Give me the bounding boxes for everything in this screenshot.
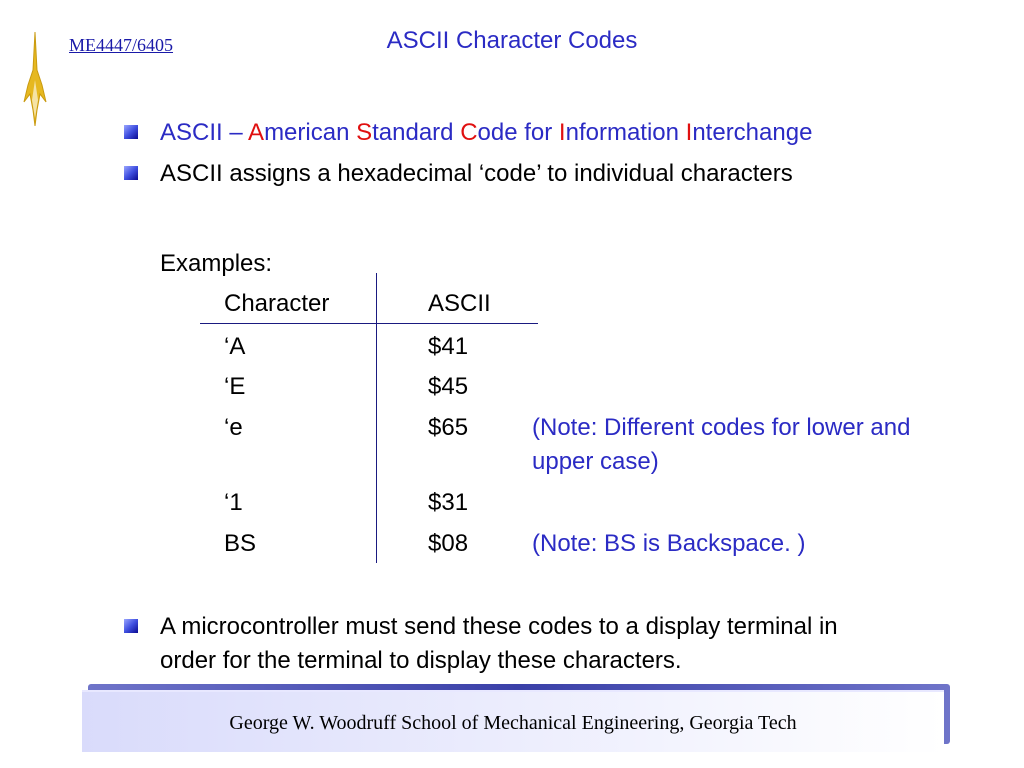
- footer-text: George W. Woodruff School of Mechanical Engineering, Georgia Tech: [229, 712, 797, 734]
- table-cell-character: ‘A: [224, 333, 246, 360]
- acronym-word-a: merican: [264, 119, 357, 146]
- table-cell-note: (Note: BS is Backspace. ): [532, 530, 806, 557]
- table-cell-character: ‘E: [224, 373, 246, 400]
- table-cell-ascii: $41: [428, 333, 469, 360]
- table-cell-character: BS: [224, 530, 257, 557]
- acronym-word-i2: nterchange: [692, 119, 813, 146]
- course-code: ME4447/6405: [69, 35, 174, 55]
- bullet-ascii-definition: [160, 119, 812, 147]
- table-cell-ascii: $65: [428, 414, 469, 441]
- table-cell-ascii: $08: [428, 530, 469, 557]
- column-header-ascii: ASCII: [428, 290, 491, 317]
- examples-label: Examples:: [160, 250, 273, 277]
- bullet-microcontroller-line1: A microcontroller must send these codes to a display terminal in: [160, 613, 838, 640]
- table-cell-note: (Note: Different codes for lower and upper case): [532, 414, 911, 475]
- acronym-prefix: ASCII –: [160, 119, 249, 146]
- table-cell-ascii: $45: [428, 373, 469, 400]
- acronym-word-i1: nformation: [565, 119, 686, 146]
- square-bullet-icon: [124, 619, 138, 633]
- acronym-word-s: tandard: [372, 119, 461, 146]
- table-header-divider: [200, 323, 538, 324]
- slide-title: ASCII Character Codes: [386, 27, 638, 54]
- footer-banner: [82, 690, 944, 752]
- bullet-microcontroller-line2: order for the terminal to display these characters.: [160, 647, 682, 674]
- acronym-letter-s: S: [356, 119, 373, 146]
- table-column-divider: [376, 273, 377, 563]
- table-cell-ascii: $31: [428, 489, 469, 516]
- acronym-word-c: ode for: [477, 119, 559, 146]
- acronym-letter-i2: I: [685, 119, 693, 146]
- column-header-character: Character: [224, 290, 330, 317]
- acronym-letter-a: A: [248, 119, 265, 146]
- acronym-letter-i1: I: [558, 119, 566, 146]
- acronym-letter-c: C: [460, 119, 478, 146]
- table-cell-character: ‘e: [224, 414, 243, 441]
- square-bullet-icon: [124, 125, 138, 139]
- square-bullet-icon: [124, 166, 138, 180]
- bullet-hex-code: ASCII assigns a hexadecimal ‘code’ to individual characters: [160, 160, 793, 187]
- table-cell-character: ‘1: [224, 489, 243, 516]
